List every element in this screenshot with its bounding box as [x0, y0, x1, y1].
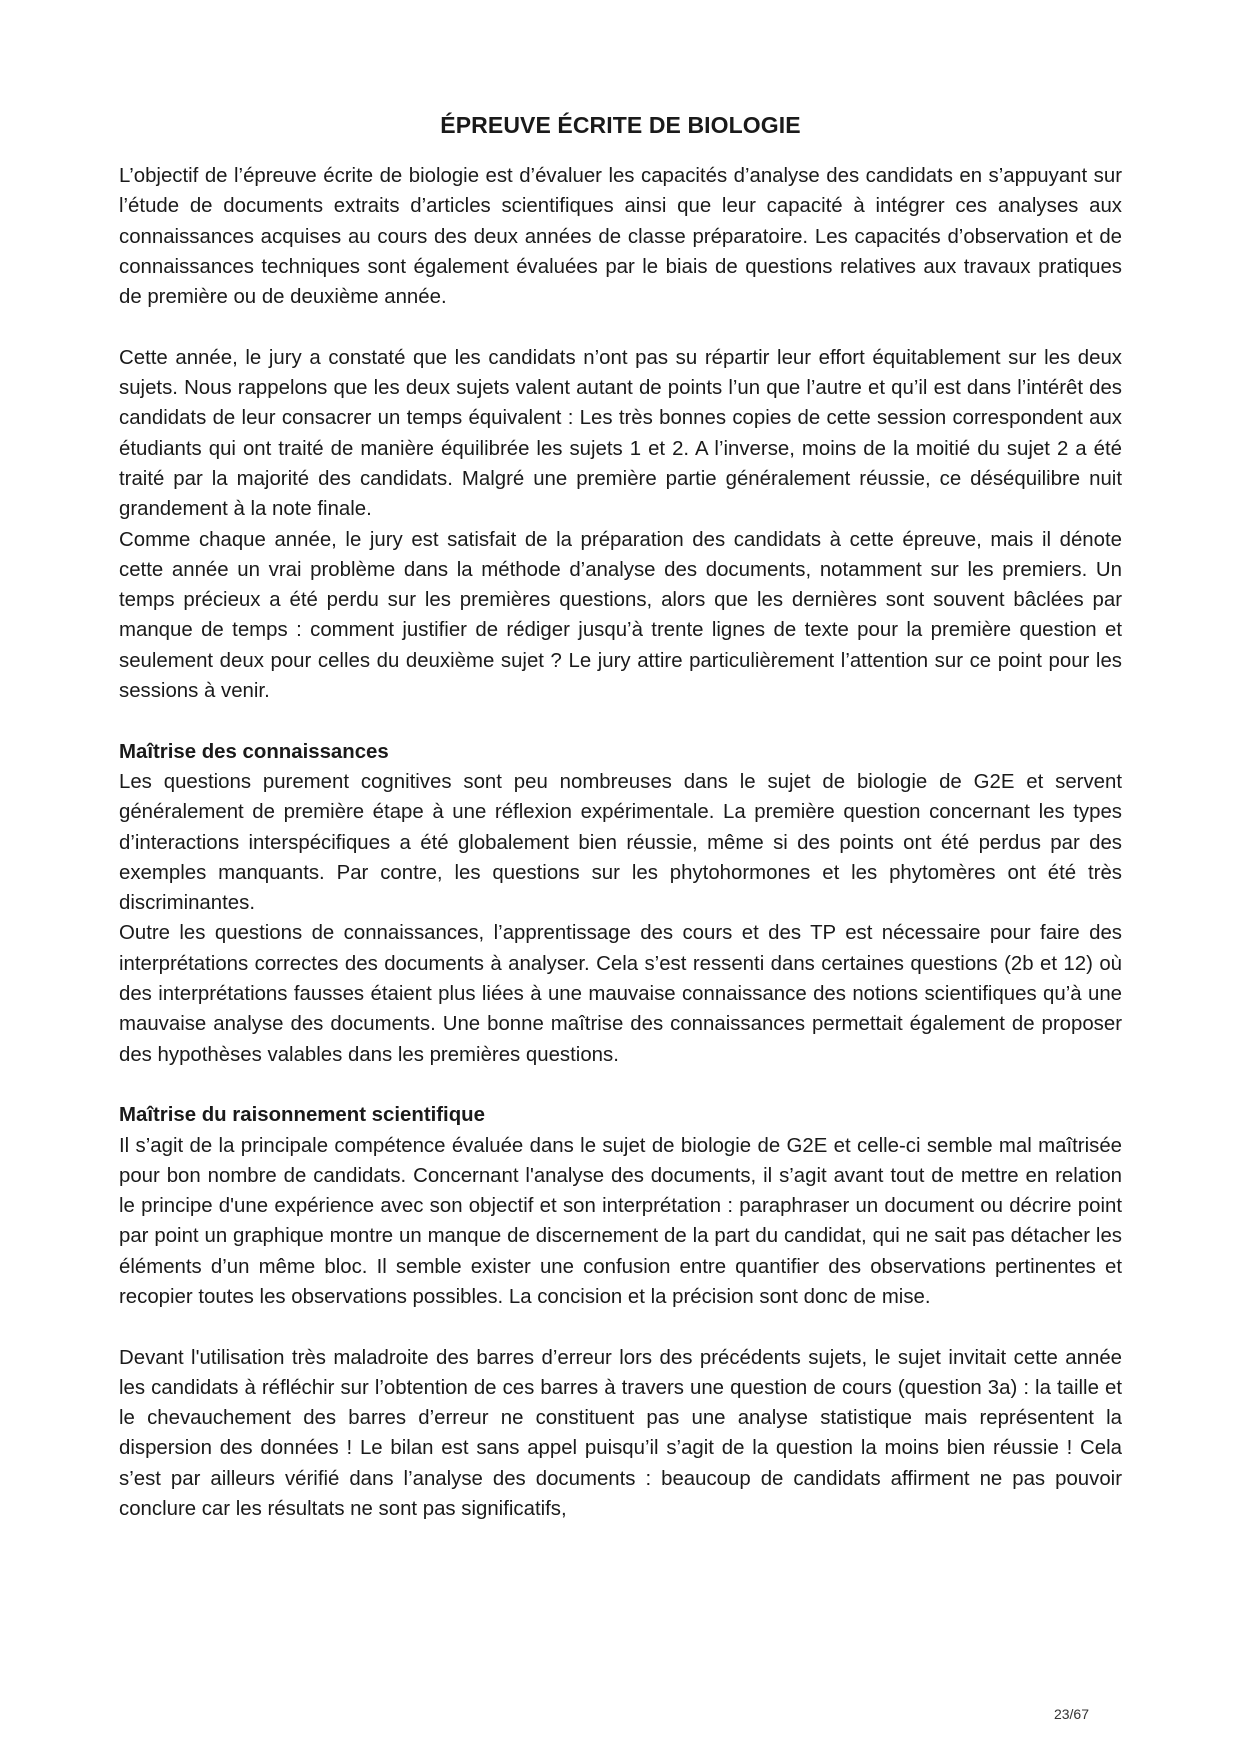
intro-paragraph-3: Comme chaque année, le jury est satisfait de la préparation des candidats à cette épreuve, mais il dénote cette année un vrai problème dans la méthode d’analyse des documents, notamment sur les premiers. Un temps précieux a été perdu sur les premières questions, alors que les dernières sont souvent bâclées par manque de temps : comment justifier de rédiger jusqu’à trente lignes de texte pour la première question et seulement deux pour celles du deuxième sujet ? Le jury attire particulièrement l’attention sur ce point pour les sessions à venir.: [119, 528, 1122, 703]
intro-paragraph-2: Cette année, le jury a constaté que les candidats n’ont pas su répartir leur effort équitablement sur les deux sujets. Nous rappelons que les deux sujets valent autant de points l’un que l’autre et qu’il est dans l’intérêt des candidats de leur consacrer un temps équivalent : Les très bonnes copies de cette session correspondent aux étudiants qui ont traité de manière équilibrée les sujets 1 et 2. A l’inverse, moins de la moitié du sujet 2 a été traité par la majorité des candidats. Malgré une première partie généralement réussie, ce déséquilibre nuit grandement à la note finale.: [119, 346, 1122, 521]
paragraph-spacer: [119, 312, 1122, 342]
paragraph-spacer: [119, 1070, 1122, 1100]
paragraph-spacer: [119, 706, 1122, 736]
paragraph-spacer: [119, 1312, 1122, 1342]
document-body: [119, 110, 1122, 1524]
page-number: 23/67: [1053, 1706, 1089, 1722]
section-heading-connaissances: Maîtrise des connaissances: [119, 740, 389, 763]
section-heading-raisonnement: Maîtrise du raisonnement scientifique: [119, 1104, 485, 1127]
raisonnement-paragraph-1: Il s’agit de la principale compétence évaluée dans le sujet de biologie de G2E et celle-ci semble mal maîtrisée pour bon nombre de candidats. Concernant l'analyse des documents, il s’agit avant tout de mettre en relation le principe d'une expérience avec son objectif et son interprétation : paraphraser un document ou décrire point par point un graphique montre un manque de discernement de la part du candidat, qui ne sait pas détacher les éléments d’un même bloc. Il semble exister une confusion entre quantifier des observations pertinentes et recopier toutes les observations possibles. La concision et la précision sont donc de mise.: [119, 1134, 1122, 1308]
intro-paragraph-1: L’objectif de l’épreuve écrite de biologie est d’évaluer les capacités d’analyse des candidats en s’appuyant sur l’étude de documents extraits d’articles scientifiques ainsi que leur capacité à intégrer ces analyses aux connaissances acquises au cours des deux années de classe préparatoire. Les capacités d’observation et de connaissances techniques sont également évaluées par le biais de questions relatives aux travaux pratiques de première ou de deuxième année.: [119, 165, 1122, 309]
raisonnement-paragraph-2: Devant l'utilisation très maladroite des barres d’erreur lors des précédents sujets, le sujet invitait cette année les candidats à réfléchir sur l’obtention de ces barres à travers une question de cours (question 3a) : la taille et le chevauchement des barres d’erreur ne constituent pas une analyse statistique mais représentent la dispersion des données ! Le bilan est sans appel puisqu’il s’agit de la question la moins bien réussie ! Cela s’est par ailleurs vérifié dans l’analyse des documents : beaucoup de candidats affirment ne pas pouvoir conclure car les résultats ne sont pas significatifs,: [119, 1346, 1122, 1521]
connaissances-paragraph-2: Outre les questions de connaissances, l’apprentissage des cours et des TP est nécessaire pour faire des interprétations correctes des documents à analyser. Cela s’est ressenti dans certaines questions (2b et 12) où des interprétations fausses étaient plus liées à une mauvaise connaissance des notions scientifiques qu’à une mauvaise analyse des documents. Une bonne maîtrise des connaissances permettait également de proposer des hypothèses valables dans les premières questions.: [119, 922, 1122, 1066]
page-title: ÉPREUVE ÉCRITE DE BIOLOGIE: [440, 112, 801, 138]
connaissances-paragraph-1: Les questions purement cognitives sont peu nombreuses dans le sujet de biologie de G2E et servent généralement de première étape à une réflexion expérimentale. La première question concernant les types d’interactions interspécifiques a été globalement bien réussie, même si des points ont été perdus par des exemples manquants. Par contre, les questions sur les phytohormones et les phytomères ont été très discriminantes.: [119, 770, 1122, 915]
